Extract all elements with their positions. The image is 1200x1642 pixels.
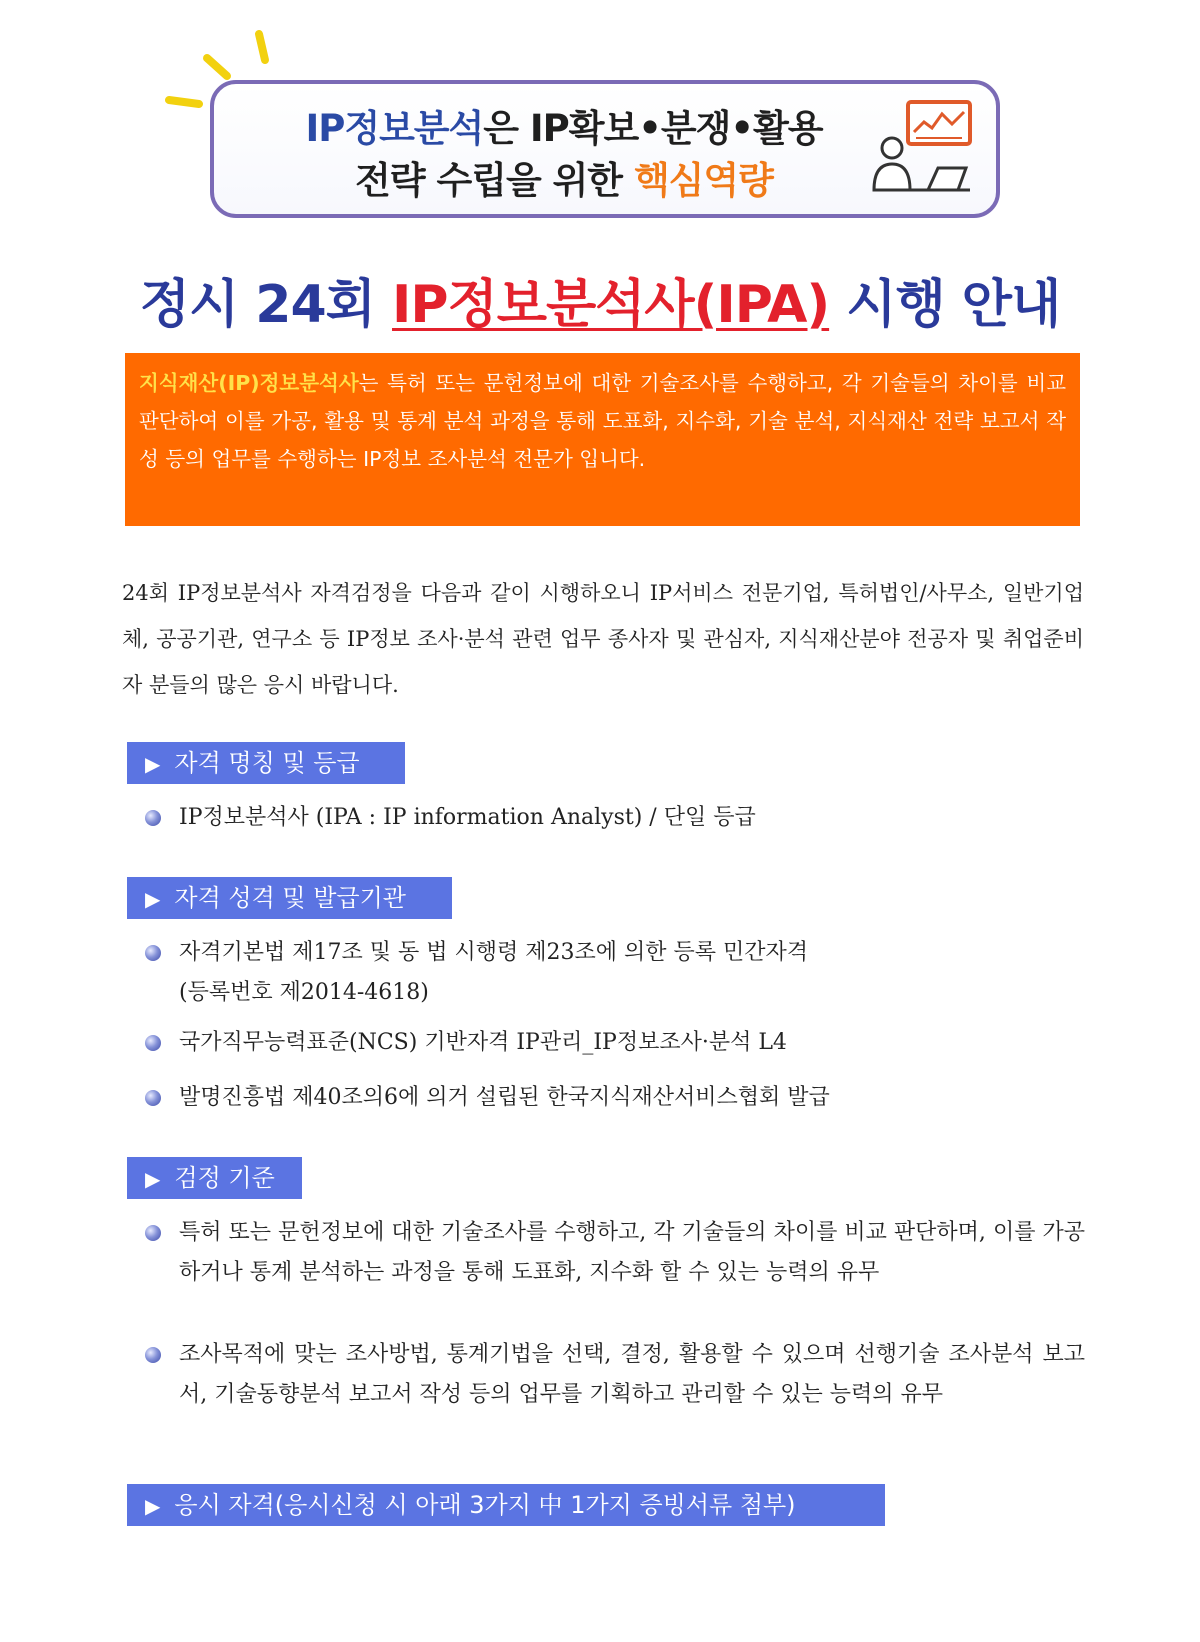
bullet-dot-icon xyxy=(145,945,161,961)
list-item: 자격기본법 제17조 및 동 법 시행령 제23조에 의한 등록 민간자격 xyxy=(145,933,1085,973)
intro-paragraph: 24회 IP정보분석사 자격검정을 다음과 같이 시행하오니 IP서비스 전문기업, 특허법인/사무소, 일반기업체, 공공기관, 연구소 등 IP정보 조사·분석 관련 업무 종사자 및 관심자, 지식재산분야 전공자 및 취업준비자 분들의 많은 응시 바랍니다. xyxy=(122,581,1084,697)
section-header-test-criteria: ▶ 검정 기준 xyxy=(127,1157,302,1199)
definition-box xyxy=(125,353,1080,526)
triangle-right-icon: ▶ xyxy=(145,752,161,776)
bullet-dot-icon xyxy=(145,810,161,826)
definition-term: 지식재산(IP)정보분석사 xyxy=(139,371,359,395)
list-item-continuation: (등록번호 제2014-4618) xyxy=(179,980,429,1005)
definition-text: 는 특허 또는 문헌정보에 대한 기술조사를 수행하고, 각 기술들의 차이를 비교 판단하여 이를 가공, 활용 및 통계 분석 과정을 통해 도표화, 지수화, 기술 분석, 지식재산 전략 보고서 작성 등의 업무를 수행하는 IP정보 조사분석 전문가 입니다. xyxy=(139,371,1066,471)
triangle-right-icon: ▶ xyxy=(145,1167,161,1191)
bullet-dot-icon xyxy=(145,1090,161,1106)
list-item: 발명진흥법 제40조의6에 의거 설립된 한국지식재산서비스협회 발급 xyxy=(145,1078,1085,1118)
list-item: IP정보분석사 (IPA : IP information Analyst) / 단일 등급 xyxy=(145,798,1085,838)
analyst-computer-icon xyxy=(870,98,975,198)
triangle-right-icon: ▶ xyxy=(145,887,161,911)
slogan-line-2: 전략 수립을 위한 핵심역량 xyxy=(355,159,773,202)
list-item: 조사목적에 맞는 조사방법, 통계기법을 선택, 결정, 활용할 수 있으며 선행기술 조사분석 보고서, 기술동향분석 보고서 작성 등의 업무를 기획하고 관리할 수 있는 능력의 유무 xyxy=(145,1335,1085,1415)
bullet-dot-icon xyxy=(145,1225,161,1241)
slogan-line-1: IP정보분석은 IP확보•분쟁•활용 xyxy=(305,107,823,150)
section-header-qualification-nature: ▶ 자격 성격 및 발급기관 xyxy=(127,877,452,919)
section-header-qualification-name: ▶ 자격 명칭 및 등급 xyxy=(127,742,405,784)
title-highlight: IP정보분석사(IPA) xyxy=(392,275,830,335)
bullet-dot-icon xyxy=(145,1347,161,1363)
bullet-dot-icon xyxy=(145,1035,161,1051)
list-item: 특허 또는 문헌정보에 대한 기술조사를 수행하고, 각 기술들의 차이를 비교 판단하며, 이를 가공하거나 통계 분석하는 과정을 통해 도표화, 지수화 할 수 있는 능력의 유무 xyxy=(145,1213,1085,1293)
list-item: 국가직무능력표준(NCS) 기반자격 IP관리_IP정보조사·분석 L4 xyxy=(145,1023,1085,1063)
page-title: 정시 24회 IP정보분석사(IPA) 시행 안내 xyxy=(139,275,1061,335)
section-header-eligibility: ▶ 응시 자격(응시신청 시 아래 3가지 中 1가지 증빙서류 첨부) xyxy=(127,1484,885,1526)
triangle-right-icon: ▶ xyxy=(145,1494,161,1518)
